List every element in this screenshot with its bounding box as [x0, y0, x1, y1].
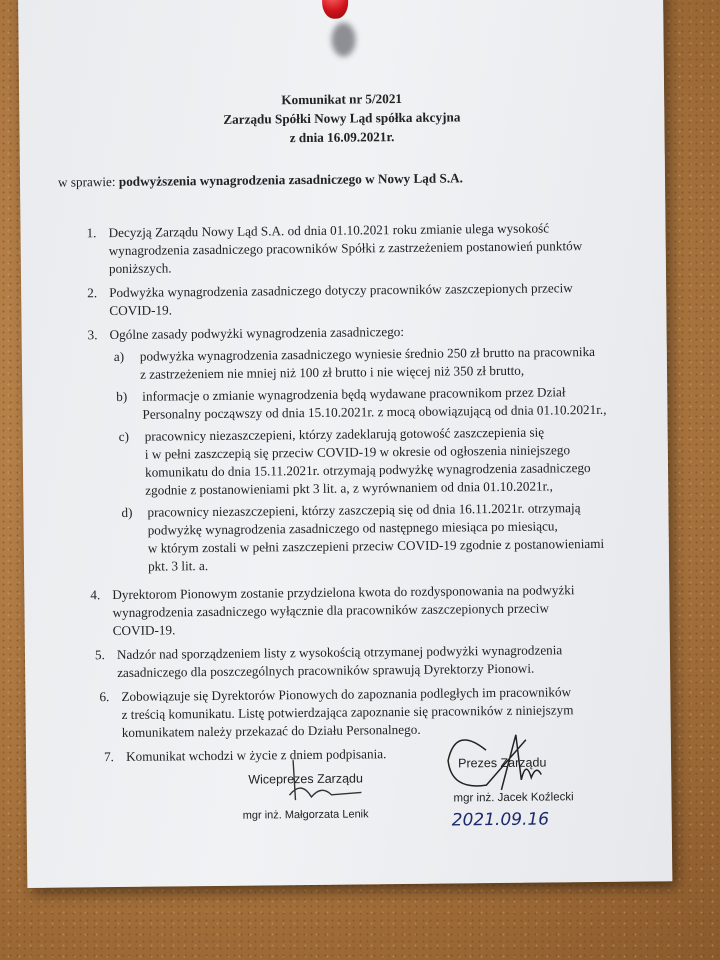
- item-line: Dyrektorom Pionowym zostanie przydzielona kwota do rozdysponowania na podwyżki: [112, 582, 575, 603]
- subitem-line: z zastrzeżeniem nie mniej niż 100 zł brutto i nie więcej niż 350 zł brutto,: [139, 362, 525, 382]
- vice-president-title: Wiceprezes Zarządu: [248, 771, 363, 787]
- doc-title: Komunikat nr 5/2021: [281, 90, 403, 108]
- item-line: Ogólne zasady podwyżki wynagrodzenia zasadniczego:: [109, 323, 405, 343]
- item-number: 3.: [87, 327, 98, 343]
- document-page: [18, 0, 672, 888]
- item-number: 5.: [94, 647, 105, 663]
- subitem-line: zgodnie z postanowieniami pkt 3 lit. a, z wyrównaniem od dnia 01.10.2021r.,: [145, 478, 553, 498]
- item-line: Komunikat wchodzi w życie z dniem podpisania.: [125, 746, 387, 764]
- president-title: Prezes Zarządu: [458, 755, 547, 771]
- subitem-letter: c): [118, 428, 130, 444]
- subitem-line: i w pełni zaszczepią się przeciw COVID-19 w okresie od ogłoszenia niniejszego: [144, 442, 571, 462]
- subject-prefix: w sprawie:: [57, 173, 116, 190]
- item-line: COVID-19.: [112, 622, 176, 639]
- pushpin-icon: [322, 0, 348, 19]
- subitem-line: w którym zostali w pełni zaszczepieni przeciw COVID-19 zgodnie z postanowieniami: [147, 535, 605, 556]
- subitem-line: pracownicy niezaszczepieni, którzy zaszczepią się od dnia 16.11.2021r. otrzymają: [147, 500, 581, 520]
- subitem-line: podwyżka wynagrodzenia zasadniczego wyniesie średnio 250 zł brutto na pracownika: [139, 343, 596, 364]
- handwritten-date: 2021.09.16: [451, 809, 550, 831]
- item-line: Decyzją Zarządu Nowy Ląd S.A. od dnia 01.10.2021 roku zmianie ulega wysokość: [108, 220, 550, 241]
- item-line: wynagrodzenia zasadniczego wyłącznie dla pracowników zaszczepionych przeciw: [112, 600, 550, 621]
- subitem-line: informacje o zmianie wynagrodzenia będą wydawane pracownikom przez Dział: [142, 384, 566, 404]
- item-line: COVID-19.: [109, 302, 173, 319]
- item-number: 7.: [103, 749, 115, 765]
- item-line: z treścią komunikatu. Listę potwierdzająca zapoznanie się pracowników z niniejszym: [121, 702, 574, 722]
- subject-text: podwyższenia wynagrodzenia zasadniczego w Nowy Ląd S.A.: [118, 170, 463, 189]
- item-line: zasadniczego dla poszczególnych pracowników sprawują Dyrektorzy Pionowi.: [117, 660, 535, 680]
- vice-president-name: mgr inż. Małgorzata Lenik: [242, 808, 369, 822]
- item-number: 4.: [90, 587, 101, 603]
- item-number: 6.: [99, 689, 110, 705]
- signature-left: [281, 754, 372, 815]
- doc-date: z dnia 16.09.2021r.: [289, 129, 395, 146]
- doc-issuer: Zarządu Spółki Nowy Ląd spółka akcyjna: [223, 109, 461, 127]
- item-line: Zobowiązuje się Dyrektorów Pionowych do zapoznania podległych im pracowników: [121, 684, 572, 704]
- item-number: 2.: [87, 285, 98, 301]
- item-number: 1.: [86, 225, 97, 241]
- subitem-line: podwyżkę wynagrodzenia zasadniczego od następnego miesiąca po miesiącu,: [147, 518, 558, 538]
- item-line: Podwyżka wynagrodzenia zasadniczego dotyczy pracowników zaszczepionych przeciw: [109, 280, 573, 301]
- item-line: Nadzór nad sporządzeniem listy z wysokością otrzymanej podwyżki wynagrodzenia: [116, 642, 563, 662]
- subitem-line: komunikatu do dnia 15.11.2021r. otrzymają podwyżkę wynagrodzenia zasadniczego: [144, 460, 591, 480]
- subitem-letter: a): [113, 348, 125, 365]
- item-line: wynagrodzenia zasadniczego pracowników Spółki z zastrzeżeniem postanowień punktów: [108, 238, 583, 259]
- subject-line: [58, 170, 463, 190]
- item-line: komunikatem należy przekazać do Działu Personalnego.: [121, 721, 421, 740]
- subitem-line: pkt. 3 lit. a.: [147, 558, 209, 574]
- subitem-letter: b): [116, 388, 128, 404]
- president-name: mgr inż. Jacek Koźlecki: [453, 791, 574, 805]
- subitem-line: Personalny począwszy od dnia 15.10.2021r. z mocą obowiązującą od dnia 01.10.2021r.,: [142, 401, 607, 422]
- signature-right: [426, 729, 567, 800]
- item-line: poniższych.: [108, 260, 172, 277]
- subitem-line: pracownicy niezaszczepieni, którzy zadeklarują gotowość zaszczepienia się: [144, 424, 545, 444]
- subitem-letter: d): [121, 504, 133, 520]
- pin-shadow: [331, 22, 355, 56]
